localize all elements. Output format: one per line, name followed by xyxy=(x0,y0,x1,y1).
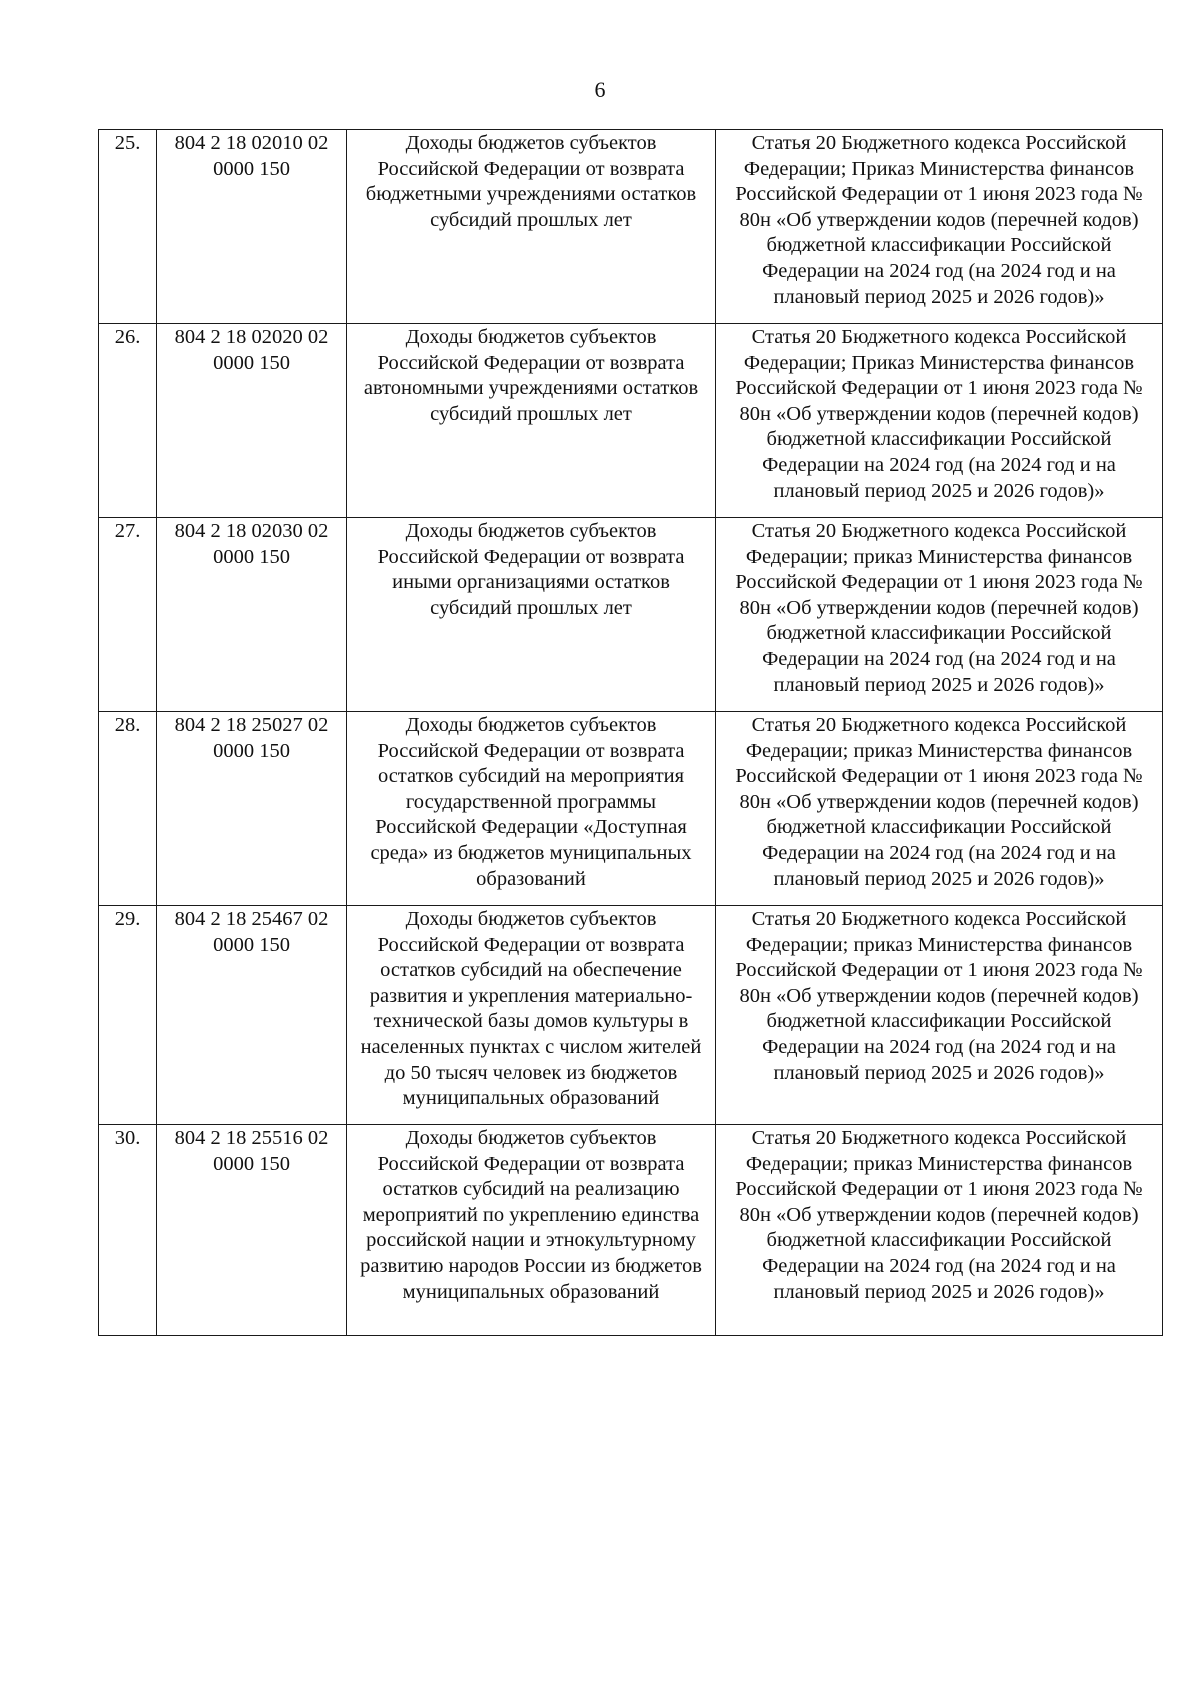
budget-code: 804 2 18 25027 02 0000 150 xyxy=(157,712,347,906)
table-row xyxy=(99,1125,1163,1336)
table-row xyxy=(99,130,1163,324)
row-number: 26. xyxy=(99,324,157,518)
table-row xyxy=(99,518,1163,712)
legal-basis: Статья 20 Бюджетного кодекса Российской Федерации; Приказ Министерства финансов Российской Федерации от 1 июня 2023 года № 80н «Об утверждении кодов (перечней кодов) бюджетной классификации Российской Федерации на 2024 год (на 2024 год и на плановый период 2025 и 2026 годов)» xyxy=(716,130,1163,324)
budget-code: 804 2 18 02020 02 0000 150 xyxy=(157,324,347,518)
income-name: Доходы бюджетов субъектов Российской Федерации от возврата автономными учреждениями остатков субсидий прошлых лет xyxy=(347,324,716,518)
row-number: 28. xyxy=(99,712,157,906)
income-name: Доходы бюджетов субъектов Российской Федерации от возврата остатков субсидий на реализацию мероприятий по укреплению единства российской нации и этнокультурному развитию народов России из бюджетов муниципальных образований xyxy=(347,1125,716,1336)
table-row xyxy=(99,324,1163,518)
income-name: Доходы бюджетов субъектов Российской Федерации от возврата бюджетными учреждениями остатков субсидий прошлых лет xyxy=(347,130,716,324)
legal-basis: Статья 20 Бюджетного кодекса Российской Федерации; приказ Министерства финансов Российской Федерации от 1 июня 2023 года № 80н «Об утверждении кодов (перечней кодов) бюджетной классификации Российской Федерации на 2024 год (на 2024 год и на плановый период 2025 и 2026 годов)» xyxy=(716,1125,1163,1336)
table-row xyxy=(99,906,1163,1125)
legal-basis: Статья 20 Бюджетного кодекса Российской Федерации; Приказ Министерства финансов Российской Федерации от 1 июня 2023 года № 80н «Об утверждении кодов (перечней кодов) бюджетной классификации Российской Федерации на 2024 год (на 2024 год и на плановый период 2025 и 2026 годов)» xyxy=(716,324,1163,518)
legal-basis: Статья 20 Бюджетного кодекса Российской Федерации; приказ Министерства финансов Российской Федерации от 1 июня 2023 года № 80н «Об утверждении кодов (перечней кодов) бюджетной классификации Российской Федерации на 2024 год (на 2024 год и на плановый период 2025 и 2026 годов)» xyxy=(716,906,1163,1125)
page-number: 6 xyxy=(594,77,606,102)
row-number: 25. xyxy=(99,130,157,324)
budget-code: 804 2 18 25516 02 0000 150 xyxy=(157,1125,347,1336)
budget-code: 804 2 18 02010 02 0000 150 xyxy=(157,130,347,324)
budget-codes-table xyxy=(98,129,1163,1336)
legal-basis: Статья 20 Бюджетного кодекса Российской Федерации; приказ Министерства финансов Российской Федерации от 1 июня 2023 года № 80н «Об утверждении кодов (перечней кодов) бюджетной классификации Российской Федерации на 2024 год (на 2024 год и на плановый период 2025 и 2026 годов)» xyxy=(716,518,1163,712)
income-name: Доходы бюджетов субъектов Российской Федерации от возврата иными организациями остатков субсидий прошлых лет xyxy=(347,518,716,712)
legal-basis: Статья 20 Бюджетного кодекса Российской Федерации; приказ Министерства финансов Российской Федерации от 1 июня 2023 года № 80н «Об утверждении кодов (перечней кодов) бюджетной классификации Российской Федерации на 2024 год (на 2024 год и на плановый период 2025 и 2026 годов)» xyxy=(716,712,1163,906)
row-number: 27. xyxy=(99,518,157,712)
table-row xyxy=(99,712,1163,906)
budget-code: 804 2 18 02030 02 0000 150 xyxy=(157,518,347,712)
row-number: 29. xyxy=(99,906,157,1125)
income-name: Доходы бюджетов субъектов Российской Федерации от возврата остатков субсидий на мероприятия государственной программы Российской Федерации «Доступная среда» из бюджетов муниципальных образований xyxy=(347,712,716,906)
row-number: 30. xyxy=(99,1125,157,1336)
budget-code: 804 2 18 25467 02 0000 150 xyxy=(157,906,347,1125)
income-name: Доходы бюджетов субъектов Российской Федерации от возврата остатков субсидий на обеспечение развития и укрепления материально-технической базы домов культуры в населенных пунктах с числом жителей до 50 тысяч человек из бюджетов муниципальных образований xyxy=(347,906,716,1125)
